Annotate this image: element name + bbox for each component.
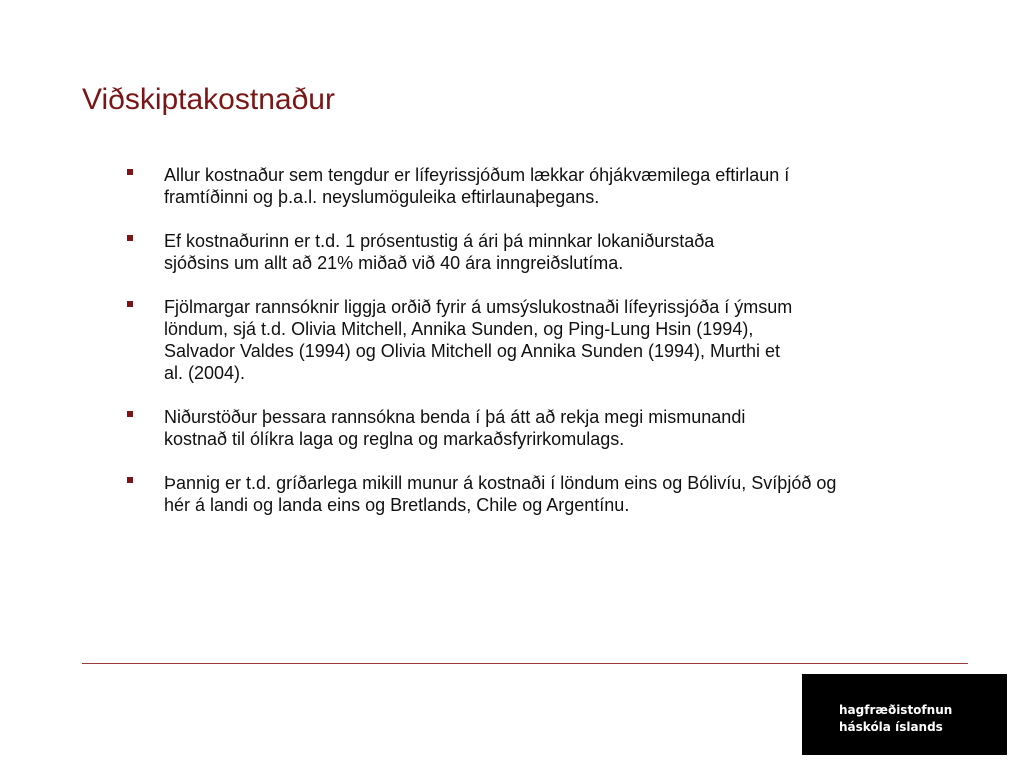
footer-divider xyxy=(82,663,968,664)
bullet-item xyxy=(127,472,847,516)
logo-line-2: háskóla íslands xyxy=(839,720,943,734)
square-bullet-icon xyxy=(127,235,133,241)
bullet-item xyxy=(127,296,847,384)
bullet-text: Ef kostnaðurinn er t.d. 1 prósentustig á ári þá minnkar lokaniðurstaða sjóðsins um allt að 21% miðað við 40 ára inngreiðslutíma. xyxy=(164,231,715,273)
bullet-text: Þannig er t.d. gríðarlega mikill munur á kostnaði í löndum eins og Bólivíu, Svíþjóð og hér á landi og landa eins og Bretlands, Chile og Argentínu. xyxy=(164,473,837,515)
bullet-text: Fjölmargar rannsóknir liggja orðið fyrir á umsýslukostnaði lífeyrissjóða í ýmsum löndum, sjá t.d. Olivia Mitchell, Annika Sunden, og Ping-Lung Hsin (1994), Salvador Valdes (1994) og Olivia Mitchell og Annika Sunden (1994), Murthi et al. (2004). xyxy=(164,297,793,383)
bullet-item xyxy=(127,406,847,450)
square-bullet-icon xyxy=(127,169,133,175)
bullet-text: Niðurstöður þessara rannsókna benda í þá átt að rekja megi mismunandi kostnað til ólíkra laga og reglna og markaðsfyrirkomulags. xyxy=(164,407,746,449)
slide-title: Viðskiptakostnaður xyxy=(82,83,335,116)
bullet-list xyxy=(127,164,847,538)
bullet-text: Allur kostnaður sem tengdur er lífeyrissjóðum lækkar óhjákvæmilega eftirlaun í framtíðinni og þ.a.l. neyslumöguleika eftirlaunaþegans. xyxy=(164,165,790,207)
bullet-item xyxy=(127,164,847,208)
logo-line-1: hagfræðistofnun xyxy=(839,703,953,717)
square-bullet-icon xyxy=(127,301,133,307)
square-bullet-icon xyxy=(127,477,133,483)
bullet-item xyxy=(127,230,847,274)
square-bullet-icon xyxy=(127,411,133,417)
institution-logo xyxy=(802,674,1007,755)
